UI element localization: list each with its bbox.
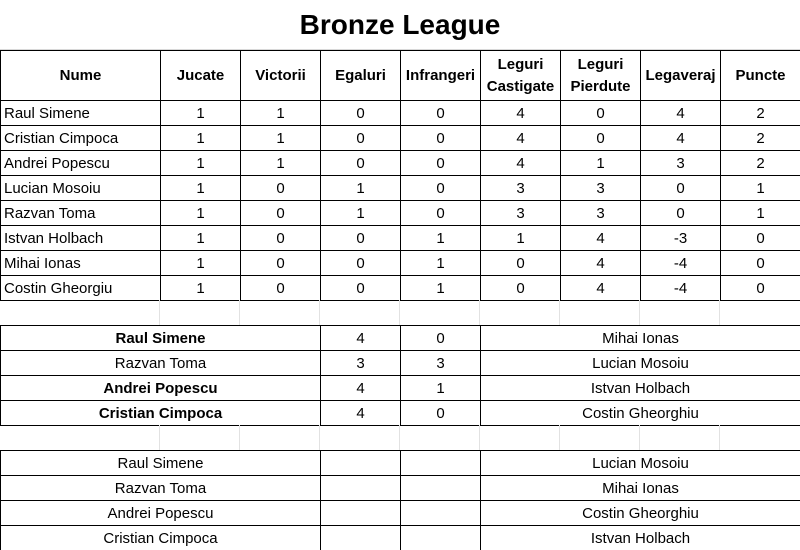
stat-cell[interactable]: 0 [561, 126, 641, 151]
stat-cell[interactable]: 1 [161, 151, 241, 176]
away-player-cell[interactable]: Costin Gheorghiu [481, 401, 800, 426]
away-score-cell[interactable]: 3 [401, 351, 481, 376]
standings-row [1, 176, 800, 201]
stat-cell[interactable]: 1 [161, 276, 241, 301]
home-player-cell[interactable]: Raul Simene [1, 326, 321, 351]
header-puncte[interactable]: Puncte [721, 51, 800, 101]
stat-cell[interactable]: 0 [481, 276, 561, 301]
away-player-cell[interactable]: Lucian Mosoiu [481, 351, 800, 376]
blank-row [0, 425, 800, 450]
home-score-cell[interactable] [321, 451, 401, 476]
stat-cell[interactable]: 4 [481, 101, 561, 126]
away-player-cell[interactable]: Mihai Ionas [481, 476, 800, 501]
match-row [1, 451, 800, 476]
stat-cell[interactable]: 0 [721, 226, 800, 251]
standings-row [1, 201, 800, 226]
standings-row [1, 101, 800, 126]
stat-cell[interactable]: 1 [161, 126, 241, 151]
stat-cell[interactable]: 1 [161, 101, 241, 126]
stat-cell[interactable]: 2 [721, 101, 800, 126]
standings-row [1, 126, 800, 151]
away-player-cell[interactable]: Lucian Mosoiu [481, 451, 800, 476]
blank-row [0, 300, 800, 325]
stat-cell[interactable]: 0 [241, 251, 321, 276]
player-name-cell[interactable]: Raul Simene [1, 101, 161, 126]
stat-cell[interactable]: 1 [161, 176, 241, 201]
stat-cell[interactable]: 0 [241, 201, 321, 226]
standings-header-row [1, 51, 800, 101]
stat-cell[interactable]: 1 [241, 101, 321, 126]
header-jucate[interactable]: Jucate [161, 51, 241, 101]
stat-cell[interactable]: 1 [321, 201, 401, 226]
stat-cell[interactable]: 1 [161, 251, 241, 276]
standings-row [1, 251, 800, 276]
stat-cell[interactable]: 4 [561, 226, 641, 251]
stat-cell[interactable]: 0 [721, 276, 800, 301]
results-table [0, 325, 800, 426]
stat-cell[interactable]: 3 [481, 201, 561, 226]
fixtures-table [0, 450, 800, 550]
away-score-cell[interactable] [401, 501, 481, 526]
home-player-cell[interactable]: Andrei Popescu [1, 376, 321, 401]
league-title: Bronze League [0, 0, 800, 50]
stat-cell[interactable]: 0 [401, 176, 481, 201]
home-score-cell[interactable]: 3 [321, 351, 401, 376]
stat-cell[interactable]: 4 [641, 126, 721, 151]
stat-cell[interactable]: 1 [481, 226, 561, 251]
stat-cell[interactable]: 3 [561, 201, 641, 226]
stat-cell[interactable]: 0 [641, 201, 721, 226]
home-score-cell[interactable] [321, 501, 401, 526]
stat-cell[interactable]: 0 [321, 276, 401, 301]
stat-cell[interactable]: 0 [321, 251, 401, 276]
away-player-cell[interactable]: Costin Gheorghiu [481, 501, 800, 526]
home-player-cell[interactable]: Raul Simene [1, 451, 321, 476]
stat-cell[interactable]: 4 [641, 101, 721, 126]
home-player-cell[interactable]: Razvan Toma [1, 351, 321, 376]
stat-cell[interactable]: 1 [241, 151, 321, 176]
stat-cell[interactable]: 1 [161, 226, 241, 251]
away-score-cell[interactable] [401, 451, 481, 476]
player-name-cell[interactable]: Andrei Popescu [1, 151, 161, 176]
stat-cell[interactable]: 0 [241, 276, 321, 301]
header-leguri-castigate[interactable]: Leguri Castigate [481, 51, 561, 101]
away-score-cell[interactable] [401, 526, 481, 550]
stat-cell[interactable]: 4 [561, 276, 641, 301]
player-name-cell[interactable]: Istvan Holbach [1, 226, 161, 251]
away-score-cell[interactable]: 1 [401, 376, 481, 401]
stat-cell[interactable]: 0 [481, 251, 561, 276]
match-row [1, 501, 800, 526]
home-score-cell[interactable] [321, 476, 401, 501]
header-leguri-pierdute[interactable]: Leguri Pierdute [561, 51, 641, 101]
stat-cell[interactable]: 1 [321, 176, 401, 201]
home-player-cell[interactable]: Razvan Toma [1, 476, 321, 501]
match-row [1, 376, 800, 401]
standings-row [1, 226, 800, 251]
home-player-cell[interactable]: Cristian Cimpoca [1, 526, 321, 550]
match-row [1, 326, 800, 351]
stat-cell[interactable]: 0 [321, 126, 401, 151]
away-score-cell[interactable]: 0 [401, 326, 481, 351]
standings-row [1, 151, 800, 176]
stat-cell[interactable]: 0 [321, 101, 401, 126]
stat-cell[interactable]: 3 [561, 176, 641, 201]
standings-row [1, 276, 800, 301]
stat-cell[interactable]: 0 [641, 176, 721, 201]
home-score-cell[interactable] [321, 526, 401, 550]
stat-cell[interactable]: -4 [641, 251, 721, 276]
stat-cell[interactable]: 1 [721, 176, 800, 201]
stat-cell[interactable]: 1 [401, 226, 481, 251]
stat-cell[interactable]: 3 [481, 176, 561, 201]
stat-cell[interactable]: 4 [481, 126, 561, 151]
stat-cell[interactable]: 0 [401, 101, 481, 126]
stat-cell[interactable]: 0 [401, 201, 481, 226]
stat-cell[interactable]: 2 [721, 126, 800, 151]
away-player-cell[interactable]: Istvan Holbach [481, 376, 800, 401]
stat-cell[interactable]: 1 [721, 201, 800, 226]
stat-cell[interactable]: 1 [241, 126, 321, 151]
away-score-cell[interactable]: 0 [401, 401, 481, 426]
header-legaveraj[interactable]: Legaveraj [641, 51, 721, 101]
away-player-cell[interactable]: Mihai Ionas [481, 326, 800, 351]
standings-table [0, 50, 800, 301]
home-score-cell[interactable]: 4 [321, 401, 401, 426]
stat-cell[interactable]: -3 [641, 226, 721, 251]
player-name-cell[interactable]: Cristian Cimpoca [1, 126, 161, 151]
header-victorii[interactable]: Victorii [241, 51, 321, 101]
header-nume[interactable]: Nume [1, 51, 161, 101]
header-egaluri[interactable]: Egaluri [321, 51, 401, 101]
match-row [1, 351, 800, 376]
away-score-cell[interactable] [401, 476, 481, 501]
stat-cell[interactable]: 0 [241, 226, 321, 251]
stat-cell[interactable]: 2 [721, 151, 800, 176]
stat-cell[interactable]: 0 [401, 126, 481, 151]
player-name-cell[interactable]: Costin Gheorgiu [1, 276, 161, 301]
stat-cell[interactable]: 0 [561, 101, 641, 126]
home-score-cell[interactable]: 4 [321, 376, 401, 401]
stat-cell[interactable]: 0 [721, 251, 800, 276]
stat-cell[interactable]: 1 [561, 151, 641, 176]
header-infrangeri[interactable]: Infrangeri [401, 51, 481, 101]
stat-cell[interactable]: 1 [401, 276, 481, 301]
home-player-cell[interactable]: Cristian Cimpoca [1, 401, 321, 426]
stat-cell[interactable]: -4 [641, 276, 721, 301]
home-score-cell[interactable]: 4 [321, 326, 401, 351]
stat-cell[interactable]: 1 [401, 251, 481, 276]
player-name-cell[interactable]: Mihai Ionas [1, 251, 161, 276]
stat-cell[interactable]: 3 [641, 151, 721, 176]
stat-cell[interactable]: 0 [401, 151, 481, 176]
stat-cell[interactable]: 0 [241, 176, 321, 201]
match-row [1, 476, 800, 501]
stat-cell[interactable]: 0 [321, 151, 401, 176]
away-player-cell[interactable]: Istvan Holbach [481, 526, 800, 550]
player-name-cell[interactable]: Razvan Toma [1, 201, 161, 226]
match-row [1, 401, 800, 426]
match-row [1, 526, 800, 550]
player-name-cell[interactable]: Lucian Mosoiu [1, 176, 161, 201]
stat-cell[interactable]: 4 [561, 251, 641, 276]
home-player-cell[interactable]: Andrei Popescu [1, 501, 321, 526]
stat-cell[interactable]: 1 [161, 201, 241, 226]
stat-cell[interactable]: 4 [481, 151, 561, 176]
stat-cell[interactable]: 0 [321, 226, 401, 251]
